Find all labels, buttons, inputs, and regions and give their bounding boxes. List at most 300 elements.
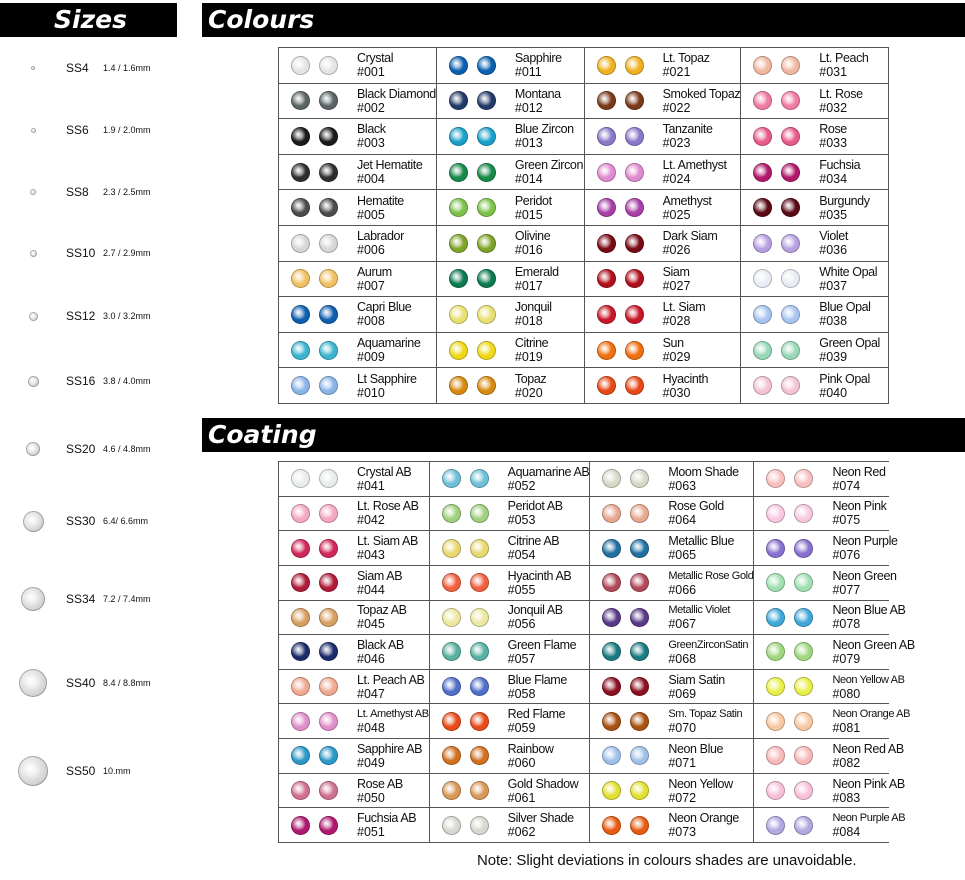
rhinestone-swatch-icon bbox=[470, 539, 489, 558]
rhinestone-swatch-icon bbox=[442, 573, 461, 592]
swatch-number: #043 bbox=[357, 548, 385, 563]
swatch-label bbox=[515, 265, 559, 293]
colour-swatch-cell bbox=[437, 48, 584, 83]
colour-swatch-cell bbox=[437, 155, 584, 190]
swatch-label bbox=[508, 465, 590, 493]
swatch-gems bbox=[602, 608, 668, 627]
swatch-name: Jonquil AB bbox=[507, 603, 563, 618]
swatch-name: Fuchsia bbox=[819, 158, 861, 173]
size-code: SS50 bbox=[66, 764, 96, 778]
swatch-number: #077 bbox=[832, 582, 861, 597]
rhinestone-swatch-icon bbox=[291, 341, 310, 360]
coating-swatch-cell bbox=[430, 704, 590, 738]
colours-heading: Colours bbox=[202, 3, 965, 37]
rhinestone-swatch-icon bbox=[291, 504, 310, 523]
swatch-number: #031 bbox=[819, 65, 848, 80]
swatch-name: Black bbox=[357, 122, 386, 137]
colour-swatch-cell bbox=[437, 119, 584, 154]
size-code: SS40 bbox=[66, 676, 96, 690]
rhinestone-swatch-icon bbox=[449, 269, 468, 288]
swatch-label bbox=[357, 300, 411, 328]
rhinestone-swatch-icon bbox=[291, 91, 310, 110]
swatch-number: #083 bbox=[832, 790, 861, 805]
rhinestone-swatch-icon bbox=[449, 127, 468, 146]
rhinestone-swatch-icon bbox=[766, 816, 785, 835]
size-gem-icon-box bbox=[0, 128, 66, 133]
swatch-number: #074 bbox=[832, 478, 861, 493]
size-dimension: 7.2 / 7.4mm bbox=[103, 594, 151, 604]
swatch-label bbox=[668, 673, 724, 701]
rhinestone-swatch-icon bbox=[291, 608, 310, 627]
swatch-label bbox=[819, 51, 868, 79]
swatch-label bbox=[663, 229, 718, 257]
swatch-gems bbox=[442, 816, 508, 835]
rhinestone-swatch-icon bbox=[766, 539, 785, 558]
rhinestone-swatch-icon bbox=[442, 608, 461, 627]
swatch-name: Lt. Siam bbox=[662, 300, 706, 315]
crystal-gem-icon bbox=[30, 189, 36, 195]
rhinestone-swatch-icon bbox=[291, 539, 310, 558]
size-gem-icon-box bbox=[0, 756, 66, 786]
rhinestone-swatch-icon bbox=[442, 781, 461, 800]
rhinestone-swatch-icon bbox=[470, 816, 489, 835]
swatch-gems bbox=[602, 469, 668, 488]
swatch-label bbox=[508, 811, 574, 839]
coating-swatch-cell bbox=[754, 774, 914, 808]
size-gem-icon-box bbox=[0, 669, 66, 697]
swatch-gems bbox=[753, 127, 819, 146]
swatch-gems bbox=[602, 677, 668, 696]
rhinestone-swatch-icon bbox=[442, 677, 461, 696]
coating-swatch-cell bbox=[590, 462, 753, 496]
coating-swatch-cell bbox=[279, 497, 429, 531]
swatch-gems bbox=[597, 91, 663, 110]
colour-swatch-cell bbox=[585, 190, 741, 225]
rhinestone-swatch-icon bbox=[781, 198, 800, 217]
size-code: SS8 bbox=[66, 185, 89, 199]
swatch-number: #084 bbox=[832, 825, 861, 840]
rhinestone-swatch-icon bbox=[442, 642, 461, 661]
swatch-gems bbox=[449, 234, 515, 253]
size-row bbox=[0, 120, 180, 140]
colour-swatch-cell bbox=[279, 190, 436, 225]
crystal-gem-icon bbox=[19, 669, 47, 697]
rhinestone-swatch-icon bbox=[597, 91, 616, 110]
swatch-number: #081 bbox=[832, 721, 861, 736]
crystal-gem-icon bbox=[31, 66, 35, 70]
coating-swatch-cell bbox=[590, 635, 753, 669]
rhinestone-swatch-icon bbox=[602, 816, 621, 835]
swatch-number: #041 bbox=[357, 478, 385, 493]
size-dimension: 2.7 / 2.9mm bbox=[103, 248, 151, 258]
rhinestone-swatch-icon bbox=[794, 781, 813, 800]
swatch-number: #030 bbox=[662, 385, 691, 400]
sizes-heading: Sizes bbox=[0, 3, 177, 37]
swatch-gems bbox=[753, 163, 819, 182]
swatch-gems bbox=[291, 712, 357, 731]
swatch-name: Neon Red bbox=[832, 464, 886, 479]
swatch-label bbox=[668, 603, 730, 631]
rhinestone-swatch-icon bbox=[602, 504, 621, 523]
swatch-label bbox=[663, 265, 691, 293]
coating-swatch-cell bbox=[590, 497, 753, 531]
colour-swatch-cell bbox=[437, 262, 584, 297]
rhinestone-swatch-icon bbox=[442, 539, 461, 558]
rhinestone-swatch-icon bbox=[319, 469, 338, 488]
swatch-number: #028 bbox=[662, 314, 691, 329]
rhinestone-swatch-icon bbox=[449, 234, 468, 253]
swatch-number: #052 bbox=[507, 478, 536, 493]
rhinestone-swatch-icon bbox=[291, 376, 310, 395]
rhinestone-swatch-icon bbox=[319, 608, 338, 627]
swatch-gems bbox=[442, 469, 508, 488]
swatch-number: #062 bbox=[507, 825, 536, 840]
size-gem-icon-box bbox=[0, 312, 66, 321]
swatch-label bbox=[508, 707, 566, 735]
size-code: SS6 bbox=[66, 123, 89, 137]
swatch-number: #072 bbox=[668, 790, 697, 805]
swatch-number: #003 bbox=[357, 136, 385, 151]
swatch-number: #067 bbox=[668, 617, 697, 632]
rhinestone-swatch-icon bbox=[781, 269, 800, 288]
rhinestone-swatch-icon bbox=[597, 305, 616, 324]
rhinestone-swatch-icon bbox=[794, 504, 813, 523]
rhinestone-swatch-icon bbox=[630, 746, 649, 765]
swatch-gems bbox=[449, 341, 515, 360]
swatch-name: Citrine AB bbox=[507, 534, 560, 549]
swatch-name: Lt Sapphire bbox=[357, 371, 417, 386]
swatch-label bbox=[668, 811, 739, 839]
swatch-name: Blue Zircon bbox=[514, 122, 574, 137]
swatch-gems bbox=[442, 781, 508, 800]
swatch-number: #064 bbox=[668, 513, 697, 528]
colour-swatch-cell bbox=[437, 190, 584, 225]
swatch-name: Lt. Rose bbox=[819, 86, 863, 101]
size-row bbox=[0, 673, 180, 693]
swatch-number: #053 bbox=[507, 513, 536, 528]
swatch-label bbox=[663, 87, 741, 115]
rhinestone-swatch-icon bbox=[630, 642, 649, 661]
swatch-gems bbox=[766, 539, 832, 558]
colour-swatch-cell bbox=[741, 119, 888, 154]
swatch-gems bbox=[597, 269, 663, 288]
swatch-name: Aquamarine bbox=[357, 336, 421, 351]
swatch-gems bbox=[291, 816, 357, 835]
swatch-number: #017 bbox=[514, 278, 543, 293]
swatch-gems bbox=[449, 163, 515, 182]
swatch-name: Crystal bbox=[357, 51, 394, 66]
swatch-gems bbox=[442, 573, 508, 592]
rhinestone-swatch-icon bbox=[319, 269, 338, 288]
swatch-label bbox=[663, 158, 727, 186]
rhinestone-swatch-icon bbox=[766, 573, 785, 592]
swatch-label bbox=[508, 777, 579, 805]
swatch-label bbox=[357, 51, 393, 79]
swatch-label bbox=[515, 87, 561, 115]
swatch-gems bbox=[602, 573, 668, 592]
swatch-number: #073 bbox=[668, 825, 697, 840]
colour-swatch-cell bbox=[279, 368, 436, 403]
swatch-gems bbox=[291, 642, 357, 661]
swatch-label bbox=[508, 742, 554, 770]
crystal-gem-icon bbox=[30, 250, 37, 257]
swatch-label bbox=[832, 569, 896, 597]
rhinestone-swatch-icon bbox=[602, 469, 621, 488]
swatch-name: Metallic Blue bbox=[668, 534, 734, 549]
swatch-name: Sun bbox=[662, 336, 684, 351]
swatch-name: Green Opal bbox=[819, 336, 880, 351]
rhinestone-swatch-icon bbox=[477, 163, 496, 182]
rhinestone-swatch-icon bbox=[625, 305, 644, 324]
swatch-name: White Opal bbox=[819, 264, 878, 279]
swatch-gems bbox=[291, 573, 357, 592]
swatch-name: Black AB bbox=[357, 637, 404, 652]
swatch-name: Montana bbox=[514, 86, 561, 101]
crystal-gem-icon bbox=[26, 442, 40, 456]
rhinestone-swatch-icon bbox=[597, 376, 616, 395]
rhinestone-swatch-icon bbox=[794, 469, 813, 488]
rhinestone-swatch-icon bbox=[625, 341, 644, 360]
swatch-name: Olivine bbox=[514, 229, 551, 244]
swatch-gems bbox=[449, 127, 515, 146]
swatch-label bbox=[357, 194, 404, 222]
coating-swatch-cell bbox=[590, 531, 753, 565]
coating-swatch-cell bbox=[279, 670, 429, 704]
rhinestone-swatch-icon bbox=[630, 781, 649, 800]
rhinestone-swatch-icon bbox=[470, 469, 489, 488]
swatch-gems bbox=[291, 56, 357, 75]
crystal-gem-icon bbox=[31, 128, 36, 133]
swatch-number: #018 bbox=[514, 314, 543, 329]
swatch-gems bbox=[449, 91, 515, 110]
coating-swatch-cell bbox=[430, 739, 590, 773]
size-dimension: 3.8 / 4.0mm bbox=[103, 376, 151, 386]
swatch-name: Red Flame bbox=[507, 707, 566, 722]
swatch-name: Lt. Amethyst bbox=[662, 158, 727, 173]
swatch-gems bbox=[597, 234, 663, 253]
swatch-name: Jet Hematite bbox=[357, 158, 423, 173]
swatch-name: Rose bbox=[819, 122, 847, 137]
rhinestone-swatch-icon bbox=[753, 56, 772, 75]
rhinestone-swatch-icon bbox=[319, 539, 338, 558]
rhinestone-swatch-icon bbox=[319, 91, 338, 110]
rhinestone-swatch-icon bbox=[470, 712, 489, 731]
swatch-name: Siam AB bbox=[357, 568, 403, 583]
swatch-number: #029 bbox=[662, 350, 691, 365]
rhinestone-swatch-icon bbox=[630, 677, 649, 696]
swatch-label bbox=[668, 707, 742, 735]
rhinestone-swatch-icon bbox=[766, 608, 785, 627]
swatch-number: #058 bbox=[507, 686, 536, 701]
swatch-name: Gold Shadow bbox=[507, 776, 579, 791]
size-dimension: 2.3 / 2.5mm bbox=[103, 187, 151, 197]
swatch-name: Neon Green AB bbox=[832, 637, 915, 652]
rhinestone-swatch-icon bbox=[794, 677, 813, 696]
rhinestone-swatch-icon bbox=[442, 504, 461, 523]
swatch-name: Blue Flame bbox=[507, 672, 567, 687]
swatch-number: #054 bbox=[507, 548, 536, 563]
swatch-number: #045 bbox=[357, 617, 385, 632]
swatch-gems bbox=[291, 469, 357, 488]
rhinestone-swatch-icon bbox=[625, 269, 644, 288]
rhinestone-swatch-icon bbox=[781, 56, 800, 75]
size-row bbox=[0, 306, 180, 326]
rhinestone-swatch-icon bbox=[291, 56, 310, 75]
swatch-number: #011 bbox=[514, 65, 542, 80]
rhinestone-swatch-icon bbox=[477, 198, 496, 217]
swatch-name: Neon Green bbox=[832, 568, 897, 583]
swatch-label bbox=[357, 742, 422, 770]
swatch-gems bbox=[442, 712, 508, 731]
rhinestone-swatch-icon bbox=[470, 746, 489, 765]
rhinestone-swatch-icon bbox=[477, 56, 496, 75]
size-row bbox=[0, 511, 180, 531]
swatch-label bbox=[357, 265, 392, 293]
swatch-gems bbox=[291, 341, 357, 360]
swatch-gems bbox=[597, 305, 663, 324]
swatch-name: Neon Orange bbox=[668, 811, 739, 826]
size-row bbox=[0, 182, 180, 202]
rhinestone-swatch-icon bbox=[753, 305, 772, 324]
swatch-name: Labrador bbox=[357, 229, 404, 244]
size-dimension: 10.mm bbox=[103, 766, 131, 776]
size-dimension: 4.6 / 4.8mm bbox=[103, 444, 151, 454]
swatch-name: Crystal AB bbox=[357, 464, 412, 479]
size-gem-icon-box bbox=[0, 250, 66, 257]
swatch-label bbox=[668, 777, 732, 805]
swatch-label bbox=[832, 707, 910, 735]
swatch-name: Black Diamond bbox=[357, 86, 436, 101]
rhinestone-swatch-icon bbox=[291, 712, 310, 731]
swatch-label bbox=[668, 534, 734, 562]
swatch-name: Lt. Amethyst AB bbox=[357, 708, 429, 721]
swatch-gems bbox=[766, 746, 832, 765]
swatch-number: #055 bbox=[507, 582, 536, 597]
crystal-gem-icon bbox=[18, 756, 48, 786]
rhinestone-swatch-icon bbox=[291, 198, 310, 217]
colour-swatch-cell bbox=[741, 190, 888, 225]
coating-swatch-cell bbox=[430, 566, 590, 600]
rhinestone-swatch-icon bbox=[781, 376, 800, 395]
rhinestone-swatch-icon bbox=[477, 305, 496, 324]
colour-swatch-cell bbox=[585, 262, 741, 297]
swatch-gems bbox=[766, 469, 832, 488]
rhinestone-swatch-icon bbox=[602, 573, 621, 592]
swatch-name: Neon Yellow bbox=[668, 776, 733, 791]
colour-swatch-cell bbox=[585, 226, 741, 261]
swatch-label bbox=[663, 194, 712, 222]
swatch-number: #036 bbox=[819, 243, 848, 258]
swatch-name: Hematite bbox=[357, 193, 404, 208]
coating-swatch-cell bbox=[590, 808, 753, 842]
swatch-label bbox=[508, 638, 577, 666]
swatch-name: Lt. Topaz bbox=[662, 51, 710, 66]
swatch-name: Neon Orange AB bbox=[832, 708, 911, 721]
size-code: SS12 bbox=[66, 309, 96, 323]
colour-swatch-cell bbox=[279, 119, 436, 154]
swatch-number: #051 bbox=[357, 825, 385, 840]
rhinestone-swatch-icon bbox=[319, 376, 338, 395]
coating-swatch-cell bbox=[279, 462, 429, 496]
coating-swatch-cell bbox=[754, 670, 914, 704]
swatch-name: Metallic Rose Gold bbox=[668, 569, 754, 582]
swatch-number: #026 bbox=[662, 243, 691, 258]
swatch-label bbox=[832, 742, 903, 770]
rhinestone-swatch-icon bbox=[630, 608, 649, 627]
swatch-gems bbox=[597, 163, 663, 182]
swatch-number: #042 bbox=[357, 513, 385, 528]
swatch-number: #008 bbox=[357, 314, 385, 329]
swatch-name: Neon Purple AB bbox=[832, 812, 906, 825]
swatch-gems bbox=[766, 781, 832, 800]
rhinestone-swatch-icon bbox=[291, 816, 310, 835]
swatch-label bbox=[819, 194, 869, 222]
coating-swatch-cell bbox=[430, 531, 590, 565]
swatch-name: Peridot AB bbox=[507, 499, 563, 514]
rhinestone-swatch-icon bbox=[319, 234, 338, 253]
swatch-name: Siam Satin bbox=[668, 672, 725, 687]
swatch-gems bbox=[291, 677, 357, 696]
swatch-name: Metallic Violet bbox=[668, 604, 730, 617]
swatch-gems bbox=[753, 376, 819, 395]
swatch-label bbox=[819, 158, 860, 186]
colour-swatch-cell bbox=[585, 297, 741, 332]
swatch-label bbox=[515, 51, 562, 79]
swatch-number: #015 bbox=[514, 207, 543, 222]
swatch-number: #049 bbox=[357, 755, 385, 770]
rhinestone-swatch-icon bbox=[794, 573, 813, 592]
swatch-number: #034 bbox=[819, 172, 848, 187]
swatch-label bbox=[357, 372, 417, 400]
swatch-gems bbox=[766, 816, 832, 835]
swatch-number: #035 bbox=[819, 207, 848, 222]
rhinestone-swatch-icon bbox=[753, 269, 772, 288]
size-code: SS4 bbox=[66, 61, 89, 75]
swatch-name: Blue Opal bbox=[819, 300, 871, 315]
swatch-label bbox=[357, 158, 422, 186]
coating-swatch-cell bbox=[754, 566, 914, 600]
swatch-label bbox=[357, 569, 402, 597]
swatch-number: #070 bbox=[668, 721, 697, 736]
rhinestone-swatch-icon bbox=[291, 746, 310, 765]
swatch-label bbox=[508, 673, 567, 701]
swatch-gems bbox=[291, 539, 357, 558]
rhinestone-swatch-icon bbox=[470, 781, 489, 800]
colour-swatch-cell bbox=[437, 333, 584, 368]
size-gem-icon-box bbox=[0, 376, 66, 387]
rhinestone-swatch-icon bbox=[794, 746, 813, 765]
swatch-label bbox=[357, 122, 386, 150]
swatch-gems bbox=[602, 712, 668, 731]
swatch-name: Neon Pink AB bbox=[832, 776, 905, 791]
swatch-label bbox=[357, 336, 420, 364]
rhinestone-swatch-icon bbox=[477, 269, 496, 288]
rhinestone-swatch-icon bbox=[477, 341, 496, 360]
swatch-gems bbox=[753, 305, 819, 324]
rhinestone-swatch-icon bbox=[602, 608, 621, 627]
swatch-gems bbox=[449, 376, 515, 395]
swatch-name: Citrine bbox=[514, 336, 549, 351]
swatch-gems bbox=[442, 608, 508, 627]
swatch-name: Violet bbox=[819, 229, 848, 244]
swatch-number: #069 bbox=[668, 686, 697, 701]
rhinestone-swatch-icon bbox=[602, 712, 621, 731]
coating-swatch-cell bbox=[279, 808, 429, 842]
colour-swatch-cell bbox=[741, 84, 888, 119]
coating-swatch-cell bbox=[279, 566, 429, 600]
swatch-number: #024 bbox=[662, 172, 691, 187]
colour-swatch-cell bbox=[279, 262, 436, 297]
